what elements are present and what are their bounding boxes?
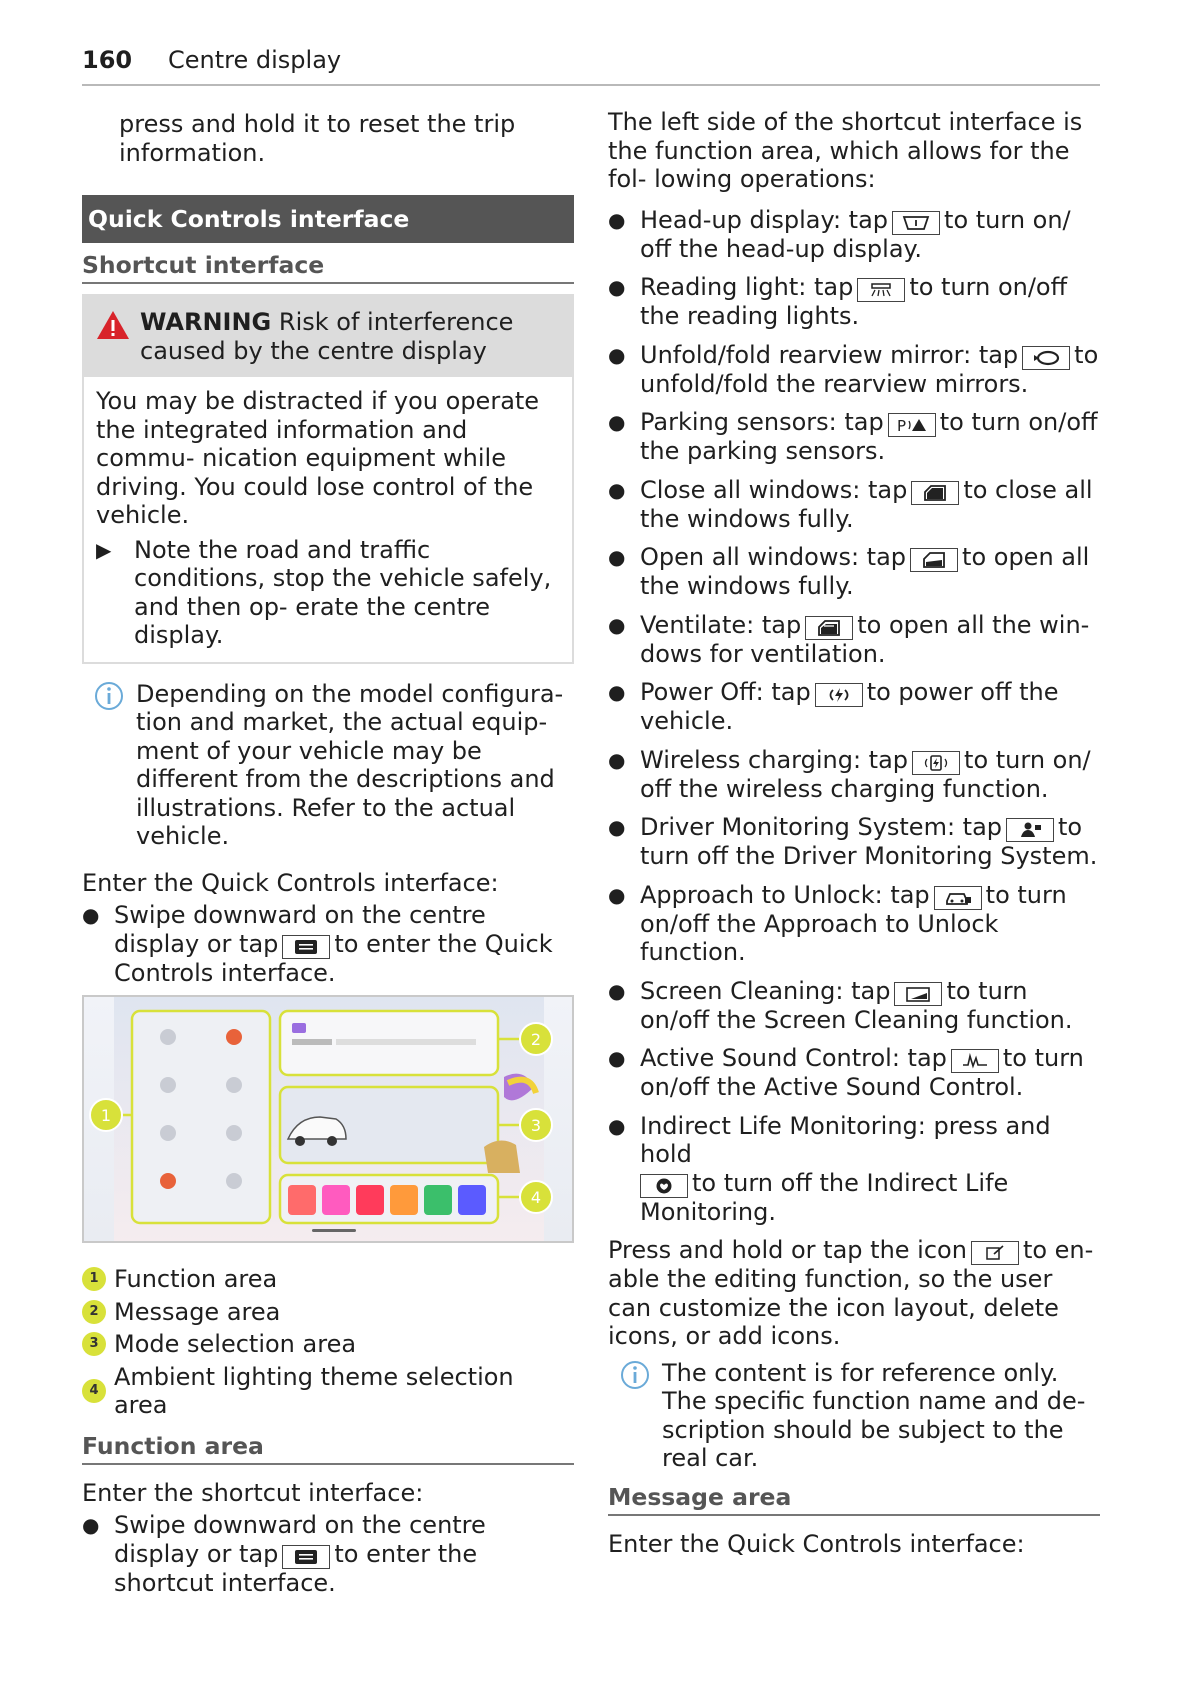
info-icon xyxy=(620,1359,654,1473)
reading-light-icon xyxy=(857,278,905,302)
function-item xyxy=(608,476,1100,534)
warning-box xyxy=(82,294,574,664)
item-text: to open all the windows fully. xyxy=(640,543,1090,600)
legend-item xyxy=(82,1265,574,1294)
warning-title: Risk of interference caused by the centre display xyxy=(140,308,514,365)
function-item xyxy=(608,977,1100,1035)
function-item xyxy=(608,813,1100,871)
item-text: to open all the win- dows for ventilation. xyxy=(640,610,1090,668)
warning-body xyxy=(84,377,572,662)
arrow-right-icon: ▶ xyxy=(96,537,112,562)
legend-label: Ambient lighting theme selection area xyxy=(113,1362,514,1419)
item-text: to turn off the Driver Monitoring System. xyxy=(640,813,1098,870)
bullet-enter-qc xyxy=(82,901,574,987)
callout-4 xyxy=(520,1181,552,1213)
figure-legend xyxy=(82,1265,574,1420)
approach-unlock-icon xyxy=(934,886,982,910)
bullet-qc-part2: to enter the Quick Controls interface. xyxy=(114,929,553,987)
item-text: Driver Monitoring System: tap xyxy=(640,813,1003,841)
page-title: Centre display xyxy=(168,46,342,74)
quick-controls-illustration xyxy=(82,995,574,1243)
item-text: to turn on/off the reading lights. xyxy=(640,273,1068,330)
bullet-dot: ● xyxy=(82,1513,100,1537)
bullet-dot: ● xyxy=(608,545,626,569)
subhead-message: Message area xyxy=(608,1475,1100,1516)
subhead-shortcut: Shortcut interface xyxy=(82,243,574,284)
item-text: to turn off the Indirect Life Monitoring. xyxy=(640,1168,1009,1226)
item-text: to power off the vehicle. xyxy=(640,678,1059,735)
item-text: to turn on/ off the head-up display. xyxy=(640,205,1071,263)
page-number: 160 xyxy=(82,46,133,74)
bullet-enter-shortcut xyxy=(82,1511,574,1597)
power-off-icon xyxy=(815,683,863,707)
right-intro: The left side of the shortcut interface is the function area, which allows for the fol- lowing operations: xyxy=(608,108,1083,193)
bullet-dot: ● xyxy=(608,410,626,434)
info-note xyxy=(82,680,574,851)
enter-qc-text-right: Enter the Quick Controls interface: xyxy=(608,1529,1025,1558)
legend-label: Function area xyxy=(114,1265,278,1293)
intro-text: press and hold it to reset the trip information. xyxy=(119,110,516,167)
function-item xyxy=(608,1044,1100,1102)
legend-label: Mode selection area xyxy=(114,1330,357,1358)
legend-number: 4 xyxy=(82,1379,106,1403)
bullet-sc-part2: to enter the shortcut interface. xyxy=(114,1539,478,1597)
left-column xyxy=(82,110,574,1597)
hud-icon xyxy=(892,211,940,235)
function-item xyxy=(608,1112,1100,1227)
item-text: Active Sound Control: tap xyxy=(640,1044,947,1072)
quick-controls-icon xyxy=(282,935,330,959)
driver-monitoring-icon xyxy=(1006,818,1054,842)
bullet-dot: ● xyxy=(608,747,626,772)
function-item xyxy=(608,678,1100,736)
legend-item xyxy=(82,1363,574,1420)
item-text: Power Off: tap xyxy=(640,678,811,706)
bullet-dot: ● xyxy=(608,882,626,907)
enter-qc-text: Enter the Quick Controls interface: xyxy=(82,868,499,897)
warning-action: Note the road and traffic conditions, stop the vehicle safely, and then op- erate the centre display. xyxy=(134,535,552,649)
edit-icon xyxy=(971,1241,1019,1265)
function-item xyxy=(608,543,1100,601)
bullet-dot: ● xyxy=(608,612,626,637)
bullet-dot: ● xyxy=(608,1113,626,1138)
item-text: Ventilate: tap xyxy=(640,610,802,639)
edit-function-text xyxy=(608,1236,1100,1351)
function-item xyxy=(608,341,1100,399)
legend-item xyxy=(82,1298,574,1327)
function-list xyxy=(608,206,1100,1227)
wireless-charging-icon xyxy=(912,751,960,775)
ventilate-icon xyxy=(805,616,853,640)
warning-triangle-icon xyxy=(96,308,132,365)
legend-item xyxy=(82,1330,574,1359)
close-windows-icon xyxy=(911,481,959,505)
item-text: to unfold/fold the rearview mirrors. xyxy=(640,340,1099,398)
svg-text:4: 4 xyxy=(530,1188,542,1207)
open-windows-icon xyxy=(910,548,958,572)
info-icon xyxy=(94,680,128,851)
bullet-sc-part1: Swipe downward on the centre display or tap xyxy=(114,1511,486,1568)
item-text: to close all the windows fully. xyxy=(640,475,1093,533)
life-monitoring-icon xyxy=(640,1174,688,1198)
quick-controls-icon xyxy=(282,1545,330,1569)
callout-2 xyxy=(520,1023,552,1055)
item-text: Parking sensors: tap xyxy=(640,408,884,436)
item-text: Open all windows: tap xyxy=(640,543,907,571)
function-item xyxy=(608,881,1100,967)
page-header xyxy=(82,44,1100,86)
info-note-right xyxy=(608,1359,1100,1473)
bullet-dot: ● xyxy=(608,275,626,299)
warning-header xyxy=(84,296,572,377)
bullet-dot: ● xyxy=(82,903,100,927)
edit-text-before: Press and hold or tap the icon xyxy=(608,1236,967,1264)
warning-label: WARNING xyxy=(140,308,272,336)
subhead-function: Function area xyxy=(82,1424,574,1465)
section-title: Quick Controls interface xyxy=(82,195,574,243)
warning-action-row xyxy=(96,536,560,650)
item-text: to turn on/off the Screen Cleaning function. xyxy=(640,976,1073,1034)
function-item xyxy=(608,746,1100,804)
item-text: Screen Cleaning: tap xyxy=(640,976,891,1005)
enter-shortcut-text: Enter the shortcut interface: xyxy=(82,1478,424,1507)
screen-cleaning-icon xyxy=(894,982,942,1006)
item-text: to turn on/off the Active Sound Control. xyxy=(640,1044,1084,1101)
bullet-dot: ● xyxy=(608,680,626,704)
item-text: Close all windows: tap xyxy=(640,475,908,504)
warning-text: You may be distracted if you operate the integrated information and commu- nication equipment while driving. You could lose control of the vehicle. xyxy=(96,387,540,529)
info-text-right: The content is for reference only. The specific function name and de- scription should be subject to the real car. xyxy=(662,1358,1086,1472)
bullet-qc-part1: Swipe downward on the centre display or tap xyxy=(114,901,486,958)
callout-3 xyxy=(520,1109,552,1141)
info-text: Depending on the model configura- tion and market, the actual equip- ment of your vehicle may be different from the descriptions and illustrations. Refer to the actual vehicle. xyxy=(136,679,564,850)
item-text: Wireless charging: tap xyxy=(640,745,909,774)
bullet-dot: ● xyxy=(608,1046,626,1070)
function-item xyxy=(608,206,1100,264)
item-text: to turn on/off the parking sensors. xyxy=(640,408,1098,465)
callout-1 xyxy=(90,1099,122,1131)
bullet-dot: ● xyxy=(608,207,626,232)
legend-number: 2 xyxy=(82,1300,106,1324)
svg-text:3: 3 xyxy=(530,1116,542,1135)
bullet-dot: ● xyxy=(608,342,626,367)
active-sound-icon xyxy=(951,1049,999,1073)
svg-text:2: 2 xyxy=(530,1030,542,1049)
mirror-icon xyxy=(1022,346,1070,370)
item-text: to turn on/ off the wireless charging function. xyxy=(640,745,1091,803)
item-text: Reading light: tap xyxy=(640,273,854,301)
right-column xyxy=(608,108,1100,1558)
item-text: Approach to Unlock: tap xyxy=(640,880,930,909)
svg-text:P: P xyxy=(896,417,906,434)
item-text: Indirect Life Monitoring: press and hold xyxy=(640,1111,1051,1168)
parking-sensor-icon xyxy=(888,413,936,437)
bullet-dot: ● xyxy=(608,978,626,1003)
item-text: Head-up display: tap xyxy=(640,205,889,234)
legend-number: 1 xyxy=(82,1267,106,1291)
function-item xyxy=(608,611,1100,669)
legend-number: 3 xyxy=(82,1332,106,1356)
bullet-dot: ● xyxy=(608,815,626,839)
function-item xyxy=(608,273,1100,331)
edit-text-after: to en- able the editing function, so the user can customize the icon layout, delete icons, or add icons. xyxy=(608,1236,1094,1350)
bullet-dot: ● xyxy=(608,477,626,502)
function-item xyxy=(608,408,1100,466)
svg-text:1: 1 xyxy=(100,1106,112,1125)
legend-label: Message area xyxy=(114,1297,281,1326)
item-text: to turn on/off the Approach to Unlock function. xyxy=(640,880,1067,966)
item-text: Unfold/fold rearview mirror: tap xyxy=(640,340,1019,369)
